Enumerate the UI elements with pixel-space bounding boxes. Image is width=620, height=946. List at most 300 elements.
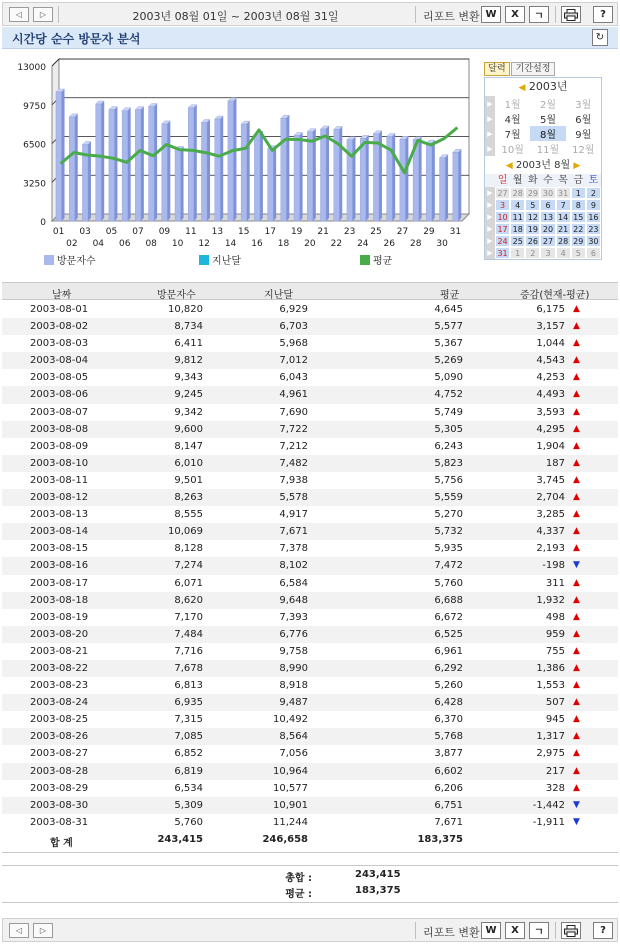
divider	[2, 902, 618, 903]
bar	[228, 101, 234, 221]
title-bar	[2, 27, 618, 49]
visitors-cell: 10,820	[168, 304, 203, 315]
up-arrow-icon: ▲	[573, 594, 580, 605]
total-last-month: 246,658	[262, 833, 308, 845]
x-tick-label: 04	[92, 239, 105, 249]
x-tick-label: 05	[105, 227, 118, 237]
visitors-cell: 9,343	[174, 372, 203, 384]
week-marker[interactable]: ▶	[485, 247, 495, 259]
date-cell: 2003-08-14	[30, 526, 89, 538]
day-cell[interactable]: 29	[571, 235, 586, 247]
day-cell[interactable]: 17	[495, 223, 510, 235]
day-cell[interactable]: 10	[495, 211, 510, 223]
tab-calendar[interactable]: 달력	[484, 62, 510, 76]
hangul-glyph: ㄱ	[534, 927, 544, 938]
change-cell: 1,932	[536, 594, 565, 606]
bar-side	[405, 136, 408, 221]
toolbar-separator	[58, 6, 59, 23]
month-cell[interactable]: 9월	[575, 130, 592, 141]
weekday-header: 일	[495, 174, 510, 187]
quarter-marker[interactable]: ▶	[485, 111, 495, 126]
last-month-cell: 10,964	[273, 765, 308, 777]
week-marker[interactable]: ▶	[485, 211, 495, 223]
table-row	[2, 489, 618, 506]
up-arrow-icon: ▲	[573, 372, 580, 383]
calendar-tabs	[484, 62, 602, 76]
up-arrow-icon: ▲	[573, 474, 580, 485]
day-cell[interactable]: 19	[525, 223, 540, 235]
x-tick-label: 15	[238, 227, 250, 237]
bar-side	[352, 137, 355, 221]
year-prev-arrow[interactable]: ◀	[518, 83, 526, 93]
help-glyph: ?	[600, 9, 606, 20]
month-selector	[485, 157, 601, 174]
up-arrow-icon: ▲	[573, 662, 580, 673]
x-tick-label: 17	[264, 227, 276, 237]
bar	[201, 122, 207, 221]
last-month-cell: 11,244	[273, 816, 308, 828]
date-cell: 2003-08-07	[30, 406, 89, 418]
bar	[162, 124, 168, 221]
bar-side	[445, 155, 448, 221]
average-cell: 5,756	[434, 474, 463, 486]
day-cell[interactable]: 27	[540, 235, 555, 247]
date-cell: 2003-08-15	[30, 543, 89, 555]
change-cell: 2,704	[536, 492, 565, 504]
date-cell: 2003-08-03	[30, 338, 89, 350]
tab-period-setting[interactable]: 기간설정	[511, 62, 555, 76]
average-cell: 5,559	[434, 492, 463, 504]
toolbar-separator	[555, 6, 556, 23]
y-tick-label: 13000	[17, 63, 46, 73]
day-cell[interactable]: 6	[540, 199, 555, 211]
month-cell[interactable]: 11월	[536, 145, 560, 156]
average-cell: 6,428	[434, 697, 463, 709]
weekday-header: 월	[510, 174, 525, 187]
date-cell: 2003-08-04	[30, 355, 89, 367]
calendar-box	[484, 77, 602, 260]
change-cell: 945	[545, 714, 565, 726]
average-cell: 5,749	[434, 406, 463, 418]
x-tick-label: 08	[145, 239, 157, 249]
visitors-cell: 5,760	[174, 816, 203, 828]
change-cell: -1,911	[532, 816, 565, 828]
prev-icon[interactable]: ◁	[9, 7, 29, 22]
average-cell: 5,823	[434, 457, 463, 469]
month-cell[interactable]: 10월	[501, 145, 524, 156]
average-cell: 7,671	[434, 816, 463, 828]
day-cell[interactable]: 1	[571, 187, 586, 199]
month-next-arrow[interactable]: ▶	[573, 161, 581, 171]
excel-icon[interactable]	[505, 922, 525, 939]
last-month-cell: 6,043	[279, 372, 308, 384]
day-cell[interactable]: 13	[540, 211, 555, 223]
up-arrow-icon: ▲	[573, 697, 580, 708]
legend-swatch	[360, 255, 370, 265]
change-cell: 4,543	[536, 355, 565, 367]
week-marker[interactable]: ▶	[485, 187, 495, 199]
month-grid	[485, 96, 601, 156]
change-cell: 3,157	[536, 321, 565, 333]
date-cell: 2003-08-06	[30, 389, 89, 401]
up-arrow-icon: ▲	[573, 765, 580, 776]
weekday-header: 수	[540, 174, 555, 187]
last-month-cell: 6,703	[279, 321, 308, 333]
table-row	[2, 745, 618, 762]
change-cell: 328	[545, 782, 565, 794]
day-cell[interactable]: 31	[556, 187, 571, 199]
hangul-icon[interactable]	[529, 6, 549, 23]
legend-item-last-month	[199, 252, 241, 267]
date-cell: 2003-08-17	[30, 577, 89, 589]
last-month-cell: 9,758	[279, 645, 308, 657]
bar-side	[181, 146, 184, 221]
visitors-cell: 10,069	[168, 526, 203, 538]
day-cell[interactable]: 12	[525, 211, 540, 223]
bar-side	[432, 140, 435, 221]
last-month-cell: 8,990	[279, 662, 308, 674]
bar	[440, 158, 446, 221]
legend-swatch	[199, 255, 209, 265]
day-cell[interactable]: 3	[540, 247, 555, 259]
calendar-panel	[484, 62, 602, 260]
table-row	[2, 677, 618, 694]
visitors-cell: 8,734	[174, 321, 203, 333]
table-row	[2, 386, 618, 403]
up-arrow-icon: ▲	[573, 406, 580, 417]
average-cell: 5,260	[434, 680, 463, 692]
bar-side	[167, 121, 170, 221]
month-cell[interactable]: 4월	[504, 115, 521, 126]
x-tick-label: 10	[171, 239, 184, 249]
day-cell[interactable]: 1	[510, 247, 525, 259]
summary-total-label: 총합 :	[285, 873, 312, 884]
x-tick-label: 09	[158, 227, 171, 237]
day-cell[interactable]: 30	[586, 235, 601, 247]
x-tick-label: 21	[317, 227, 329, 237]
word-icon[interactable]	[481, 922, 501, 939]
x-tick-label: 16	[251, 239, 263, 249]
report-convert-label: 리포트 변환	[423, 926, 480, 939]
header-change: 증감(현재-평균)	[520, 290, 590, 301]
bar	[281, 118, 287, 221]
word-icon[interactable]	[481, 6, 501, 23]
bar-side	[247, 121, 250, 221]
table-row	[2, 557, 618, 574]
average-cell: 4,645	[434, 304, 463, 315]
header-visitors: 방문자수	[157, 290, 196, 301]
change-cell: 1,044	[536, 338, 565, 350]
bar	[360, 138, 366, 221]
up-arrow-icon: ▲	[573, 321, 580, 332]
x-tick-label: 26	[383, 239, 395, 249]
header-last-month: 지난달	[264, 290, 293, 301]
average-cell: 6,672	[434, 611, 463, 623]
legend-item-average	[360, 252, 392, 267]
day-cell[interactable]: 28	[556, 235, 571, 247]
change-cell: 1,553	[536, 680, 565, 692]
visitors-cell: 6,534	[174, 782, 203, 794]
top-toolbar	[2, 2, 618, 26]
last-month-cell: 6,776	[279, 628, 308, 640]
day-cell[interactable]: 5	[525, 199, 540, 211]
weekday-header: 토	[586, 174, 601, 187]
summary-average-label: 평균 :	[285, 889, 312, 900]
average-cell: 6,206	[434, 782, 463, 794]
refresh-icon[interactable]: ↻	[592, 29, 608, 46]
table-row	[2, 626, 618, 643]
excel-glyph: X	[511, 925, 519, 936]
visitors-cell: 7,315	[174, 714, 203, 726]
visitors-cell: 7,484	[174, 628, 203, 640]
date-cell: 2003-08-29	[30, 782, 89, 794]
month-cell[interactable]: 8월	[530, 126, 565, 141]
visitors-cell: 8,128	[174, 543, 203, 555]
summary-average-value: 183,375	[355, 885, 401, 896]
bar-side	[75, 114, 78, 221]
month-cell[interactable]: 7월	[504, 130, 521, 141]
average-cell: 6,961	[434, 645, 463, 657]
change-cell: 959	[545, 628, 565, 640]
average-cell: 5,732	[434, 526, 463, 538]
date-cell: 2003-08-28	[30, 765, 89, 777]
day-cell[interactable]: 24	[495, 235, 510, 247]
visitors-cell: 6,813	[174, 680, 203, 692]
day-cell[interactable]: 2	[586, 187, 601, 199]
change-cell: 4,295	[536, 423, 565, 435]
toolbar-separator	[555, 922, 556, 939]
prev-icon[interactable]: ◁	[9, 923, 29, 938]
day-cell[interactable]: 15	[571, 211, 586, 223]
table-row	[2, 660, 618, 677]
average-cell: 6,602	[434, 765, 463, 777]
day-cell[interactable]: 9	[586, 199, 601, 211]
next-icon[interactable]: ▷	[33, 923, 53, 938]
legend-item-visitors	[44, 252, 96, 267]
quarter-marker[interactable]: ▶	[485, 126, 495, 141]
change-cell: 187	[545, 457, 565, 469]
bar-side	[260, 131, 263, 221]
day-cell[interactable]: 16	[586, 211, 601, 223]
day-cell[interactable]: 5	[571, 247, 586, 259]
up-arrow-icon: ▲	[573, 492, 580, 503]
visitors-cell: 8,263	[174, 492, 203, 504]
bar-side	[419, 137, 422, 221]
visitors-cell: 9,501	[174, 474, 203, 486]
last-month-cell: 7,056	[279, 748, 308, 760]
change-cell: 3,745	[536, 474, 565, 486]
total-visitors: 243,415	[157, 833, 203, 845]
change-cell: 4,337	[536, 526, 565, 538]
bar-side	[392, 134, 395, 221]
print-icon[interactable]	[561, 922, 581, 939]
change-cell: 217	[545, 765, 565, 777]
bar	[56, 92, 62, 221]
month-cell[interactable]: 5월	[539, 115, 556, 126]
last-month-cell: 7,393	[279, 611, 308, 623]
table-row	[2, 711, 618, 728]
bar-side	[366, 135, 369, 221]
day-cell[interactable]: 26	[525, 235, 540, 247]
month-cell[interactable]: 3월	[575, 100, 592, 111]
up-arrow-icon: ▲	[573, 457, 580, 468]
day-cell[interactable]: 6	[586, 247, 601, 259]
table-row	[2, 455, 618, 472]
visitors-cell: 8,620	[174, 594, 203, 606]
date-cell: 2003-08-21	[30, 645, 89, 657]
divider	[2, 852, 618, 853]
up-arrow-icon: ▲	[573, 526, 580, 537]
week-marker[interactable]: ▶	[485, 235, 495, 247]
table-row	[2, 728, 618, 745]
x-tick-label: 02	[66, 239, 78, 249]
month-cell[interactable]: 6월	[575, 115, 592, 126]
weekday-header: 금	[571, 174, 586, 187]
print-icon[interactable]	[561, 6, 581, 23]
change-cell: 3,593	[536, 406, 565, 418]
toolbar-separator	[415, 6, 416, 23]
legend-label: 지난달	[212, 256, 241, 267]
bar-side	[339, 126, 342, 221]
table-row	[2, 694, 618, 711]
bar	[320, 129, 326, 221]
day-cell[interactable]: 27	[495, 187, 510, 199]
day-cell[interactable]: 4	[556, 247, 571, 259]
x-tick-label: 27	[396, 227, 409, 237]
table-row	[2, 318, 618, 335]
average-cell: 6,525	[434, 628, 463, 640]
date-cell: 2003-08-30	[30, 799, 89, 811]
change-cell: 2,193	[536, 543, 565, 555]
quarter-marker[interactable]: ▶	[485, 141, 495, 156]
day-cell[interactable]: 25	[510, 235, 525, 247]
table-row	[2, 352, 618, 369]
hangul-icon[interactable]	[529, 922, 549, 939]
change-cell: 2,975	[536, 748, 565, 760]
up-arrow-icon: ▲	[573, 304, 580, 314]
bar-side	[101, 101, 104, 221]
day-cell[interactable]: 20	[540, 223, 555, 235]
day-cell[interactable]: 23	[586, 223, 601, 235]
day-cell[interactable]: 11	[510, 211, 525, 223]
bar-side	[233, 98, 236, 221]
day-cell[interactable]: 30	[540, 187, 555, 199]
total-average: 183,375	[417, 833, 463, 845]
x-tick-label: 31	[449, 227, 462, 237]
day-cell[interactable]: 3	[495, 199, 510, 211]
summary-total-value: 243,415	[355, 869, 401, 880]
bar	[268, 149, 274, 221]
day-cell[interactable]: 18	[510, 223, 525, 235]
month-cell[interactable]: 12월	[572, 145, 595, 156]
bar	[135, 110, 141, 221]
table-row	[2, 540, 618, 557]
average-cell: 6,292	[434, 662, 463, 674]
last-month-cell: 7,012	[279, 355, 308, 367]
up-arrow-icon: ▲	[573, 355, 580, 366]
day-cell[interactable]: 21	[556, 223, 571, 235]
last-month-cell: 4,961	[279, 389, 308, 401]
data-table	[2, 301, 618, 848]
day-cell[interactable]: 31	[495, 247, 510, 259]
change-cell: 6,175	[536, 304, 565, 315]
day-cell[interactable]: 14	[556, 211, 571, 223]
date-cell: 2003-08-12	[30, 492, 89, 504]
date-cell: 2003-08-27	[30, 748, 89, 760]
bar	[373, 134, 379, 221]
bar-side	[313, 129, 316, 221]
excel-icon[interactable]	[505, 6, 525, 23]
bar-side	[194, 105, 197, 221]
visitors-cell: 9,342	[174, 406, 203, 418]
last-month-cell: 7,938	[279, 474, 308, 486]
date-cell: 2003-08-25	[30, 714, 89, 726]
divider	[2, 865, 618, 866]
day-cell[interactable]: 28	[510, 187, 525, 199]
visitors-cell: 9,812	[174, 355, 203, 367]
up-arrow-icon: ▲	[573, 731, 580, 742]
day-cell[interactable]: 22	[571, 223, 586, 235]
x-tick-label: 22	[330, 239, 343, 249]
x-tick-label: 30	[436, 239, 448, 249]
date-cell: 2003-08-22	[30, 662, 89, 674]
date-cell: 2003-08-24	[30, 697, 89, 709]
date-cell: 2003-08-05	[30, 372, 89, 384]
x-tick-label: 14	[224, 239, 237, 249]
table-row	[2, 814, 618, 831]
down-arrow-icon: ▼	[573, 799, 580, 810]
date-cell: 2003-08-11	[30, 474, 89, 486]
bar	[254, 134, 260, 221]
week-marker[interactable]: ▶	[485, 199, 495, 211]
next-icon[interactable]: ▷	[33, 7, 53, 22]
visitors-cell: 9,245	[174, 389, 203, 401]
day-cell[interactable]: 7	[556, 199, 571, 211]
month-cell[interactable]: 1월	[504, 100, 521, 111]
quarter-marker[interactable]: ▶	[485, 96, 495, 111]
bar-side	[207, 119, 210, 221]
weekday-header: 화	[525, 174, 540, 187]
up-arrow-icon: ▲	[573, 577, 580, 588]
month-cell[interactable]: 2월	[539, 100, 556, 111]
help-icon[interactable]	[593, 922, 613, 939]
x-tick-label: 07	[132, 227, 144, 237]
day-cell[interactable]: 29	[525, 187, 540, 199]
table-row	[2, 609, 618, 626]
help-glyph: ?	[600, 925, 606, 936]
last-month-cell: 7,690	[279, 406, 308, 418]
week-marker[interactable]: ▶	[485, 223, 495, 235]
last-month-cell: 7,212	[279, 440, 308, 452]
x-tick-label: 23	[343, 227, 356, 237]
day-cell[interactable]: 2	[525, 247, 540, 259]
change-cell: 3,285	[536, 509, 565, 521]
visitors-cell: 6,411	[174, 338, 203, 350]
day-cell[interactable]: 8	[571, 199, 586, 211]
day-cell[interactable]: 4	[510, 199, 525, 211]
x-tick-label: 03	[79, 227, 91, 237]
x-tick-label: 20	[304, 239, 316, 249]
bar-side	[154, 104, 157, 221]
table-row	[2, 592, 618, 609]
help-icon[interactable]	[593, 6, 613, 23]
report-convert-label: 리포트 변환	[423, 10, 480, 23]
up-arrow-icon: ▲	[573, 509, 580, 520]
table-row	[2, 369, 618, 386]
last-month-cell: 6,929	[279, 304, 308, 315]
month-prev-arrow[interactable]: ◀	[505, 161, 513, 171]
up-arrow-icon: ▲	[573, 714, 580, 725]
